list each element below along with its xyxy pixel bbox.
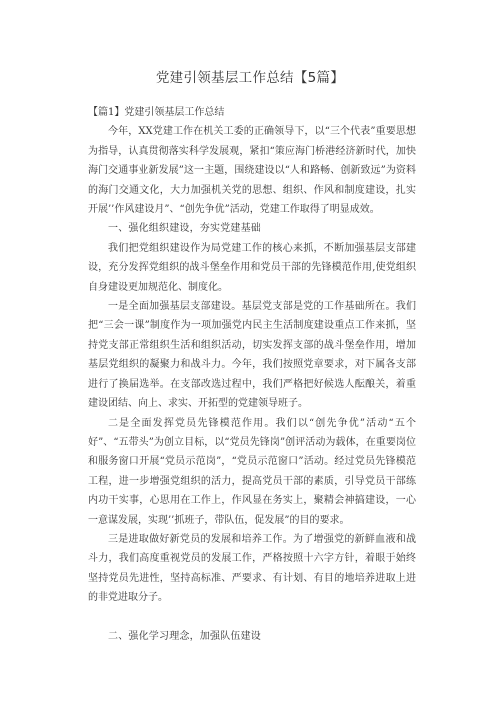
section-2-title: 二、强化学习理念，加强队伍建设 [108, 630, 261, 642]
paragraph-spacer [88, 608, 416, 627]
document-title: 党建引领基层工作总结【5篇】 [155, 70, 345, 86]
point-3-paragraph: 三是进取做好新党员的发展和培养工作。为了增强党的新鲜血液和战斗力，我们高度重视党员的发展工作，严格按照十六字方针，着眼于始终坚持党员先进性，坚持高标准、严要求、有计划、有目的地培养进取上进的非党进取分子。 [88, 533, 416, 604]
point-2-paragraph: 二是全面发挥党员先锋模范作用。我们以“创先争优”活动“五个好”、“五带头”为创立目标，以“党员先锋岗”创评活动为载体，在重要岗位和服务窗口开展“党员示范岗”，“党员示范窗口”活动。经过党员先锋模范工程，进一步增强党组织的活力，提高党员干部的素质，引导党员干部练内功干实事，心思用在工作上，作风显在务实上，聚精会神搞建设，一心一意谋发展，实现’’抓班子，带队伍，促发展”的目的要求。 [88, 417, 416, 526]
section-1-paragraph: 我们把党组织建设作为局党建工作的核心来抓，不断加强基层支部建设，充分发挥党组织的战斗堡垒作用和党员干部的先锋模范作用,使党组织自身建设更加规范化、制度化。 [88, 242, 416, 293]
section-1-title: 一、强化组织建设，夯实党建基础 [108, 223, 261, 235]
point-1-paragraph: 一是全面加强基层支部建设。基层党支部是党的工作基础所在。我们把“三会一课”制度作为一项加强党内民主生活制度建设重点工作来抓，坚持党支部正常组织生活和组织活动，切实发挥支部的战斗堡垒作用，增加基层党组织的凝聚力和战斗力。今年，我们按照党章要求，对下属各支部进行了换届选举。在支部改选过程中，我们严格把好候选人酝酿关，着重建设团结、向上、求实、开拓型的党建领导班子。 [88, 301, 416, 410]
document-body [88, 103, 416, 646]
intro-paragraph: 今年，XX党建工作在机关工委的正确领导下，以“三个代表”重要思想为指导，认真贯彻落实科学发展观，紧扣“策应海门桥港经济新时代，加快海门交通事业新发展”这一主题，围绕建设以“人和路畅、创新致远”为资料的海门交通文化，大力加强机关党的思想、组织、作风和制度建设，扎实开展’’作风建设月”、“创先争优”活动，党建工作取得了明显成效。 [88, 126, 416, 216]
article-heading: 【篇1】党建引领基层工作总结 [88, 107, 225, 118]
